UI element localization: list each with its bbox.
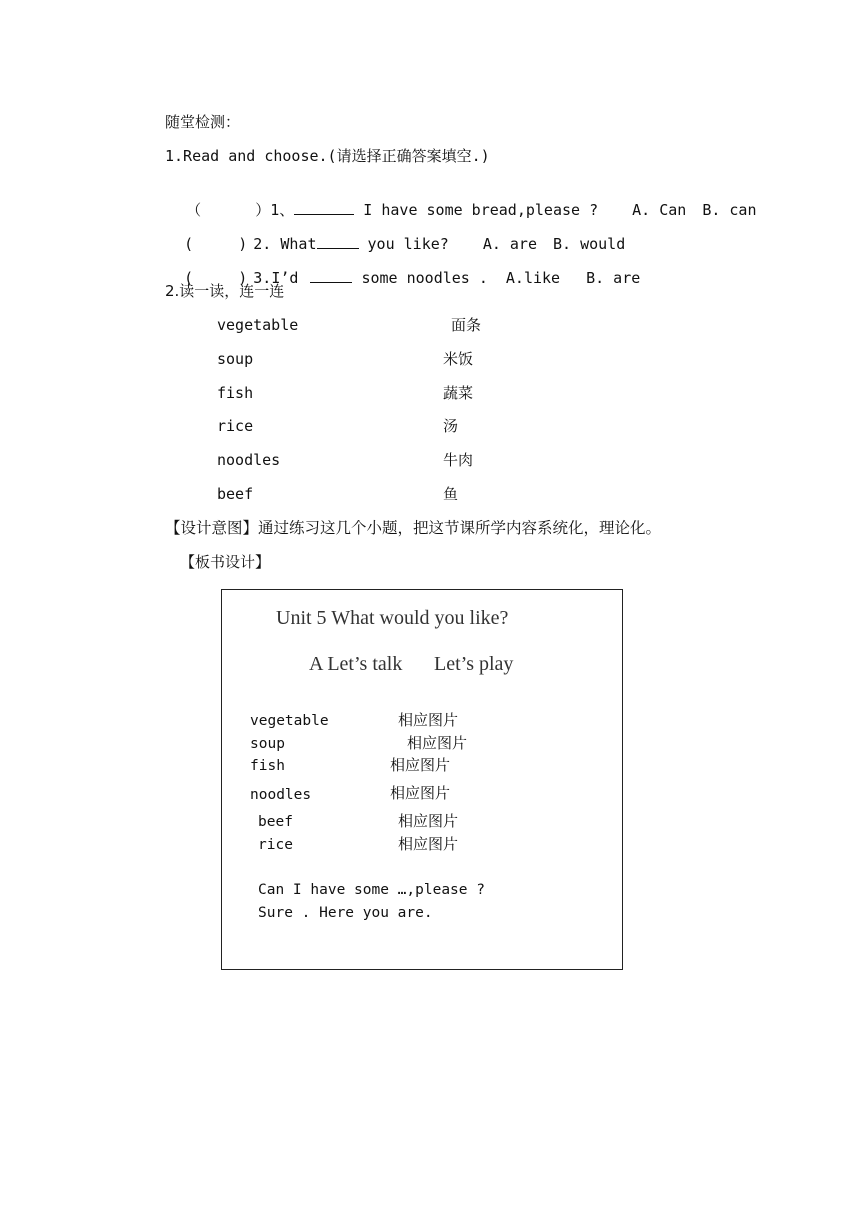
match-left-word: rice [217, 417, 254, 435]
q1-paren: （ ） [186, 201, 271, 219]
board-heading: 【板书设计】 [180, 553, 271, 571]
board-word: soup [250, 736, 285, 752]
q3-number: 3.I’d [253, 269, 299, 287]
board-subtitle-talk: A Let’s talk [309, 653, 403, 675]
q2-paren: ( ) [184, 235, 248, 253]
board-word: rice [258, 837, 293, 853]
board-picture-label: 相应图片 [398, 835, 459, 853]
q3-option-a: A.like [505, 269, 561, 287]
match-right-word: 牛肉 [443, 451, 474, 469]
match-left-word: soup [217, 350, 254, 368]
q2-blank[interactable] [317, 234, 359, 249]
board-word: vegetable [250, 713, 329, 729]
q2-number: 2. What [253, 235, 317, 253]
board-picture-label: 相应图片 [407, 734, 468, 752]
board-word: fish [250, 758, 285, 774]
q1-number: 1、 [270, 201, 295, 219]
q3-paren: ( ) [184, 269, 248, 287]
match-right-word: 汤 [443, 417, 459, 435]
board-word: noodles [250, 787, 312, 803]
board-picture-label: 相应图片 [398, 812, 459, 830]
q3-option-b: B. are [586, 269, 641, 287]
q2-option-b: B. would [553, 235, 626, 253]
board-sentence-question: Can I have some …,please ? [258, 882, 485, 898]
match-right-word: 鱼 [443, 485, 459, 503]
q1-option-a: A. Can [632, 201, 687, 219]
board-title: Unit 5 What would you like? [276, 607, 509, 629]
blackboard-design-box [221, 589, 623, 970]
q3-blank[interactable] [310, 268, 352, 283]
board-word: beef [258, 814, 293, 830]
match-left-word: beef [217, 485, 254, 503]
board-picture-label: 相应图片 [398, 711, 459, 729]
q1-option-b: B. can [702, 201, 757, 219]
match-right-word: 蔬菜 [443, 384, 474, 402]
part2-heading: 2.读一读，连一连 [165, 282, 285, 300]
board-picture-label: 相应图片 [390, 784, 451, 802]
part1-heading: 1.Read and choose.(请选择正确答案填空.) [165, 147, 490, 165]
q2-option-a: A. are [482, 235, 537, 253]
board-subtitle-play: Let’s play [434, 653, 514, 675]
design-intent: 【设计意图】通过练习这几个小题，把这节课所学内容系统化，理论化。 [165, 519, 662, 537]
match-left-word: vegetable [217, 316, 299, 334]
q1-blank[interactable] [294, 200, 354, 215]
q2-text: you like? [358, 235, 449, 253]
match-right-word: 面条 [451, 316, 482, 334]
q1-text: I have some bread,please ? [354, 201, 599, 219]
board-picture-label: 相应图片 [390, 756, 451, 774]
match-right-word: 米饭 [443, 350, 474, 368]
section-title: 随堂检测： [165, 113, 241, 131]
match-left-word: fish [217, 384, 254, 402]
match-left-word: noodles [217, 451, 281, 469]
q3-text: some noodles . [352, 269, 488, 287]
board-sentence-answer: Sure . Here you are. [258, 905, 433, 921]
